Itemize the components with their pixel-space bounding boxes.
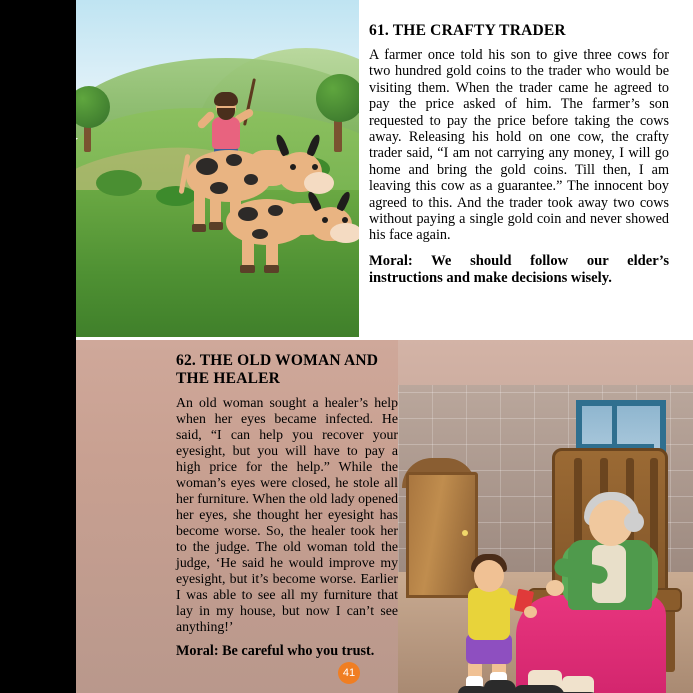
cow-horn	[336, 190, 352, 211]
cow-front	[226, 185, 359, 270]
farmer-hair	[214, 92, 238, 106]
story-62-title: 62. THE OLD WOMAN AND THE HEALER	[176, 352, 379, 387]
story-61-moral: Moral: We should follow our elder’s instructions and make decisions wisely.	[369, 252, 669, 287]
story-61	[369, 22, 669, 288]
cow-spot	[268, 205, 283, 216]
cow-eye	[322, 217, 328, 223]
story-61-title: 61. THE CRAFTY TRADER	[369, 22, 566, 39]
old-woman-leg	[562, 676, 594, 693]
cow-eye	[290, 164, 296, 170]
cow-hoof	[209, 222, 223, 230]
door-knob	[462, 530, 468, 536]
cow-spot	[238, 207, 258, 221]
story-62-moral: Moral: Be careful who you trust.	[176, 643, 375, 659]
cow-spot	[196, 158, 218, 175]
cow-eye	[312, 164, 318, 170]
tree-foliage	[316, 74, 359, 122]
cow-horn	[306, 133, 322, 156]
old-woman-hair-bun	[624, 512, 644, 532]
cow-eye	[342, 217, 348, 223]
old-woman-hand	[546, 580, 564, 596]
boy-hand	[524, 606, 537, 618]
story-61-body: A farmer once told his son to give three cows for two hundred gold coins to the trader who would be visiting them. When the trader came he agreed to pay the price asked of him. The farmer’s son requested to pay the price before taking the cows away. Releasing his hold on one cow, the crafty trader said, “I am not carrying any money, I will go home and bring the gold coins. Till then, I am leaving this cow as a guarantee.” The innocent boy agreed to this. And the trader took away two cows without paying a single gold coin and never showed his face again.	[369, 47, 669, 244]
illustration-farmer-cows	[76, 0, 359, 337]
bush	[96, 170, 142, 196]
cow-spot	[226, 154, 242, 166]
cow-hoof	[240, 265, 255, 273]
book-page	[76, 0, 693, 693]
story-62-body: An old woman sought a healer’s help when her eyes became infected. He said, “I can help you recover your eyesight, but you will have to pay a high price for the help.” While the woman’s eyes were closed, he stole all her furniture. When the old lady opened her eyes, she thought her eyesight has become worse. So, the healer took her to the judge. The old woman told the judge, ‘He said he would improve my eyesight, but it’s become worse. Earlier I was able to see all my furniture that lay in my house, but now I can’t see anything!’	[176, 395, 398, 634]
boy-shoe	[484, 680, 516, 693]
cow-hoof	[192, 224, 206, 232]
page-number-badge: 41	[338, 662, 360, 684]
story-62	[176, 352, 398, 661]
boy-head	[474, 560, 504, 592]
cow-snout	[330, 223, 359, 243]
cow-spot	[252, 229, 268, 239]
cow-spot	[244, 174, 258, 185]
cow-hoof	[264, 265, 279, 273]
